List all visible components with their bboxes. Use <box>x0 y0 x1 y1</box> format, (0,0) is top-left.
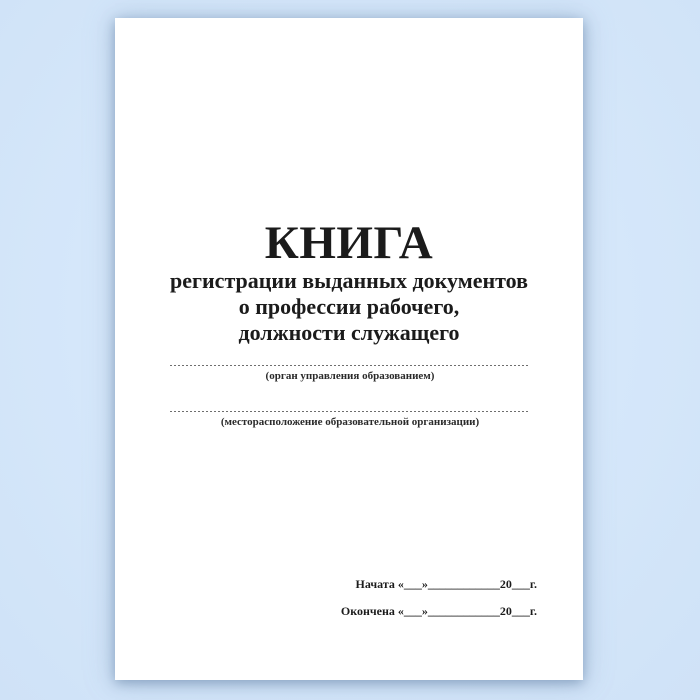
book-subtitle-line-2: о профессии рабочего, <box>238 294 460 319</box>
date-block <box>341 571 537 625</box>
book-subtitle-line-3: должности служащего <box>238 320 460 345</box>
authority-field <box>170 365 530 383</box>
authority-field-caption: (орган управления образованием) <box>265 370 435 382</box>
location-blank-line <box>170 411 530 412</box>
book-subtitle <box>115 268 583 346</box>
date-started-line: Начата «___»____________20___г. <box>355 577 537 591</box>
location-field <box>170 411 530 429</box>
book-cover-page <box>115 18 583 680</box>
book-title: КНИГА <box>264 217 434 269</box>
authority-blank-line <box>170 365 530 366</box>
book-subtitle-line-1: регистрации выданных документов <box>170 268 528 293</box>
date-finished-line: Окончена «___»____________20___г. <box>340 604 537 618</box>
location-field-caption: (месторасположение образовательной организации) <box>220 416 480 428</box>
